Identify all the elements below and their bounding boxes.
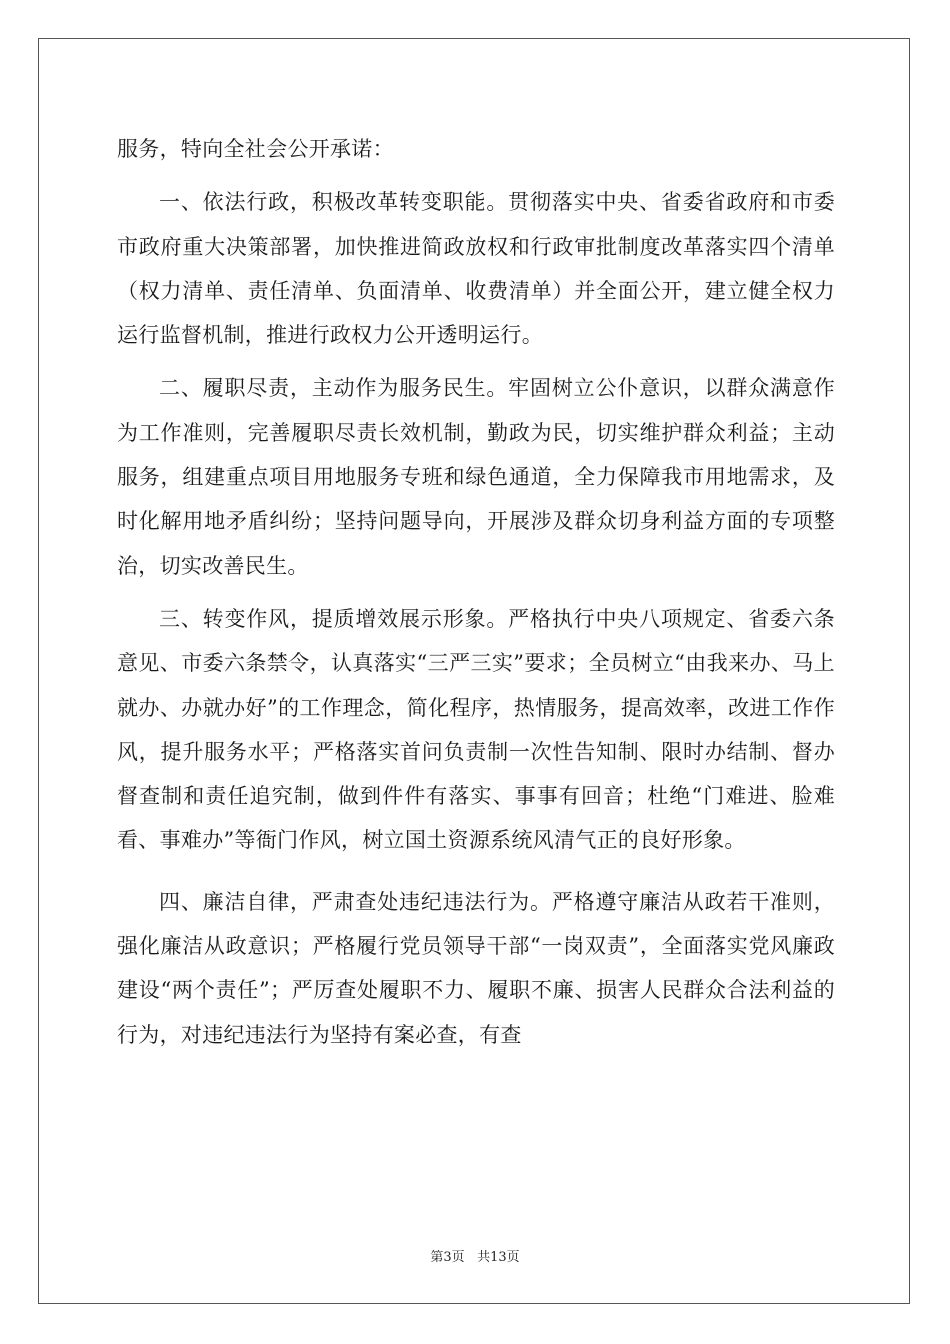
paragraph-item-4: 四、廉洁自律，严肃查处违纪违法行为。严格遵守廉洁从政若干准则，强化廉洁从政意识；严格履行党员领导干部“一岗双责”，全面落实党风廉政建设“两个责任”；严厉查处履职不力、履职不廉、损害人民群众合法利益的行为，对违纪违法行为坚持有案必查，有查 <box>117 889 835 1047</box>
page-footer <box>0 1246 950 1265</box>
document-body <box>117 127 835 1057</box>
page-total: 共13页 <box>477 1250 520 1265</box>
page-number: 第3页 <box>430 1250 465 1265</box>
paragraph-intro: 服务，特向全社会公开承诺： <box>117 137 394 161</box>
paragraph-item-1: 一、依法行政，积极改革转变职能。贯彻落实中央、省委省政府和市委市政府重大决策部署，加快推进简政放权和行政审批制度改革落实四个清单（权力清单、责任清单、负面清单、收费清单）并全面公开，建立健全权力运行监督机制，推进行政权力公开透明运行。 <box>117 190 835 348</box>
paragraph-item-2: 二、履职尽责，主动作为服务民生。牢固树立公仆意识，以群众满意作为工作准则，完善履职尽责长效机制，勤政为民，切实维护群众利益；主动服务，组建重点项目用地服务专班和绿色通道，全力保障我市用地需求，及时化解用地矛盾纠纷；坚持问题导向，开展涉及群众切身利益方面的专项整治，切实改善民生。 <box>117 376 835 578</box>
paragraph-item-3: 三、转变作风，提质增效展示形象。严格执行中央八项规定、省委六条意见、市委六条禁令，认真落实“三严三实”要求；全员树立“由我来办、马上就办、办就办好”的工作理念，简化程序，热情服务，提高效率，改进工作作风，提升服务水平；严格落实首问负责制一次性告知制、限时办结制、督办督查制和责任追究制，做到件件有落实、事事有回音；杜绝“门难进、脸难看、事难办”等衙门作风，树立国土资源系统风清气正的良好形象。 <box>117 606 835 853</box>
